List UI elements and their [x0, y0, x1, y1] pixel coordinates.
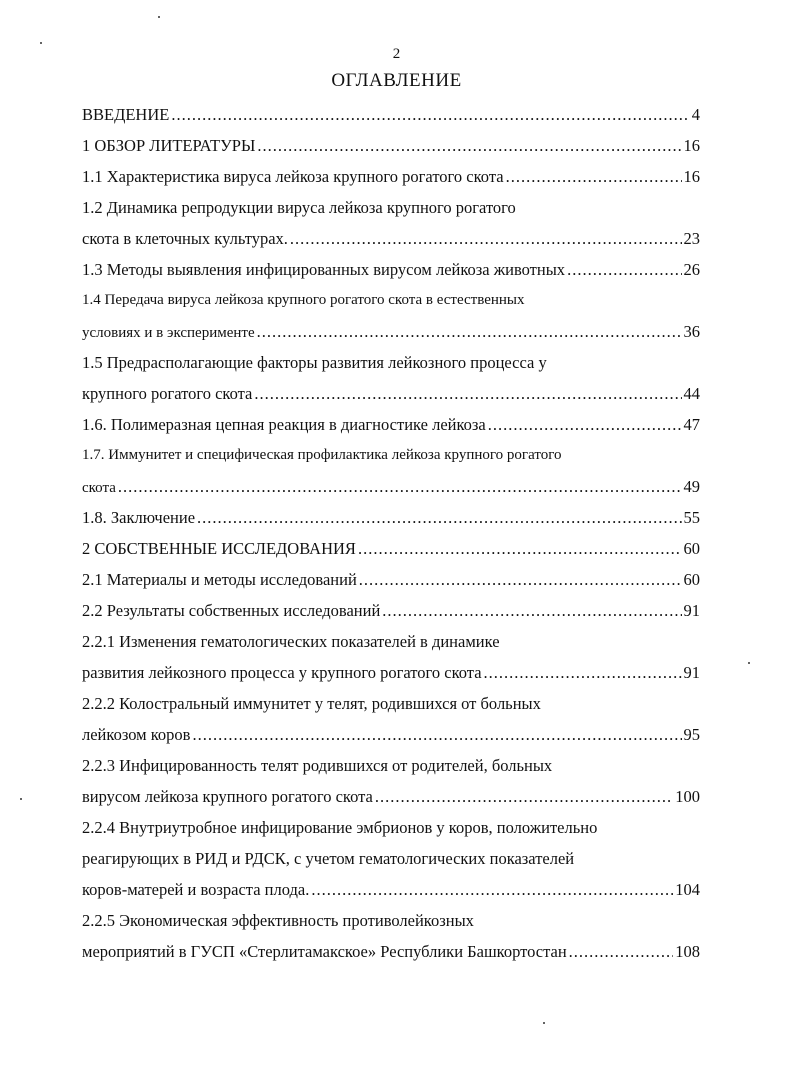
dot-leader — [254, 378, 681, 409]
toc-entry-line — [82, 719, 700, 750]
toc-entry-line — [82, 750, 700, 781]
toc-page-number: 91 — [683, 663, 700, 682]
toc-entry-title: 1.6. Полимеразная цепная реакция в диагностике лейкоза — [82, 415, 486, 434]
dot-leader — [192, 719, 681, 750]
toc-entry-title: условиях и в эксперименте — [82, 325, 255, 341]
toc-page-number: 104 — [675, 880, 700, 899]
toc-page-number: 16 — [683, 167, 700, 186]
dot-leader — [257, 130, 681, 161]
toc-entry-line — [82, 595, 700, 626]
toc-entry-line — [82, 316, 700, 347]
toc-entry-title: 1.5 Предрасполагающие факторы развития лейкозного процесса у — [82, 353, 547, 372]
toc-entry-title: скота в клеточных культурах. — [82, 229, 288, 248]
toc-entry-line — [82, 874, 700, 905]
toc-page-number: 95 — [683, 725, 700, 744]
toc-entry-title: развития лейкозного процесса у крупного рогатого скота — [82, 663, 482, 682]
scan-speck — [20, 798, 22, 800]
toc-entry-title: вирусом лейкоза крупного рогатого скота — [82, 787, 373, 806]
toc-entry-title: 2.2.3 Инфицированность телят родившихся от родителей, больных — [82, 756, 553, 775]
toc-entry-line — [82, 471, 700, 502]
toc-entry-title: 2.2.1 Изменения гематологических показателей в динамике — [82, 632, 500, 651]
toc-page-number: 26 — [683, 260, 700, 279]
toc-entry-line — [82, 378, 700, 409]
toc-entry-title: коров-матерей и возраста плода. — [82, 880, 310, 899]
toc-entry-title: 2.2.2 Колостральный иммунитет у телят, родившихся от больных — [82, 694, 541, 713]
toc-page-number: 60 — [683, 539, 700, 558]
dot-leader — [197, 502, 681, 533]
dot-leader — [358, 533, 682, 564]
toc-page-number: 49 — [683, 477, 700, 496]
toc-entry-line — [82, 254, 700, 285]
toc-entry-title: скота — [82, 480, 116, 496]
toc-entry-title: 2.2 Результаты собственных исследований — [82, 601, 381, 620]
toc-entry-title: 2 СОБСТВЕННЫЕ ИССЛЕДОВАНИЯ — [82, 539, 356, 558]
toc-entry-line — [82, 812, 700, 843]
table-of-contents — [82, 99, 700, 967]
dot-leader — [290, 223, 682, 254]
toc-entry-title: 2.1 Материалы и методы исследований — [82, 570, 357, 589]
toc-entry-title: 1.8. Заключение — [82, 508, 196, 527]
toc-entry-line — [82, 626, 700, 657]
toc-page-number: 23 — [683, 229, 700, 248]
toc-entry-line — [82, 192, 700, 223]
toc-entry-line — [82, 781, 700, 812]
toc-page-number: 44 — [683, 384, 700, 403]
toc-entry-title: 1.2 Динамика репродукции вируса лейкоза крупного рогатого — [82, 198, 516, 217]
dot-leader — [382, 595, 681, 626]
toc-entry-line — [82, 99, 700, 130]
toc-entry-line — [82, 130, 700, 161]
toc-page-number: 47 — [683, 415, 700, 434]
toc-entry-title: 2.2.4 Внутриутробное инфицирование эмбрионов у коров, положительно — [82, 818, 598, 837]
toc-entry-title: 1.1 Характеристика вируса лейкоза крупного рогатого скота — [82, 167, 504, 186]
toc-page-number: 108 — [675, 942, 700, 961]
dot-leader — [311, 874, 673, 905]
toc-page-number: 100 — [675, 787, 700, 806]
dot-leader — [484, 657, 682, 688]
toc-entry-line — [82, 657, 700, 688]
scan-speck — [158, 16, 160, 18]
toc-entry-line — [82, 440, 700, 471]
toc-entry-line — [82, 409, 700, 440]
toc-page-number: 55 — [683, 508, 700, 527]
dot-leader — [171, 99, 689, 130]
toc-page-number: 4 — [691, 105, 700, 124]
toc-entry-title: реагирующих в РИД и РДСК, с учетом гематологических показателей — [82, 849, 575, 868]
toc-entry-title: 1.4 Передача вируса лейкоза крупного рогатого скота в естественных — [82, 292, 525, 308]
toc-entry-line — [82, 533, 700, 564]
toc-entry-title: мероприятий в ГУСП «Стерлитамакское» Республики Башкортостан — [82, 942, 567, 961]
toc-entry-line — [82, 843, 700, 874]
dot-leader — [359, 564, 682, 595]
toc-entry-title: крупного рогатого скота — [82, 384, 253, 403]
toc-entry-line — [82, 161, 700, 192]
scan-speck — [40, 42, 42, 44]
dot-leader — [375, 781, 673, 812]
toc-entry-title: 2.2.5 Экономическая эффективность противолейкозных — [82, 911, 474, 930]
scan-speck — [543, 1022, 545, 1024]
toc-page-number: 36 — [683, 322, 700, 341]
dot-leader — [567, 254, 681, 285]
scan-speck — [748, 662, 750, 664]
toc-entry-title: 1 ОБЗОР ЛИТЕРАТУРЫ — [82, 136, 256, 155]
toc-entry-line — [82, 688, 700, 719]
toc-entry-title: 1.3 Методы выявления инфицированных вирусом лейкоза животных — [82, 260, 566, 279]
toc-page-number: 91 — [683, 601, 700, 620]
toc-entry-line — [82, 223, 700, 254]
toc-entry-title: лейкозом коров — [82, 725, 191, 744]
dot-leader — [118, 471, 682, 502]
page-number: 2 — [392, 46, 401, 62]
toc-entry-line — [82, 564, 700, 595]
toc-entry-title: ВВЕДЕНИЕ — [82, 105, 170, 124]
toc-page-number: 16 — [683, 136, 700, 155]
dot-leader — [569, 936, 674, 967]
page-title: ОГЛАВЛЕНИЕ — [331, 70, 462, 91]
toc-entry-line — [82, 905, 700, 936]
toc-entry-line — [82, 936, 700, 967]
toc-page-number: 60 — [683, 570, 700, 589]
dot-leader — [488, 409, 682, 440]
toc-entry-title: 1.7. Иммунитет и специфическая профилактика лейкоза крупного рогатого — [82, 447, 562, 463]
toc-entry-line — [82, 502, 700, 533]
dot-leader — [506, 161, 682, 192]
dot-leader — [257, 316, 682, 347]
toc-entry-line — [82, 347, 700, 378]
toc-entry-line — [82, 285, 700, 316]
